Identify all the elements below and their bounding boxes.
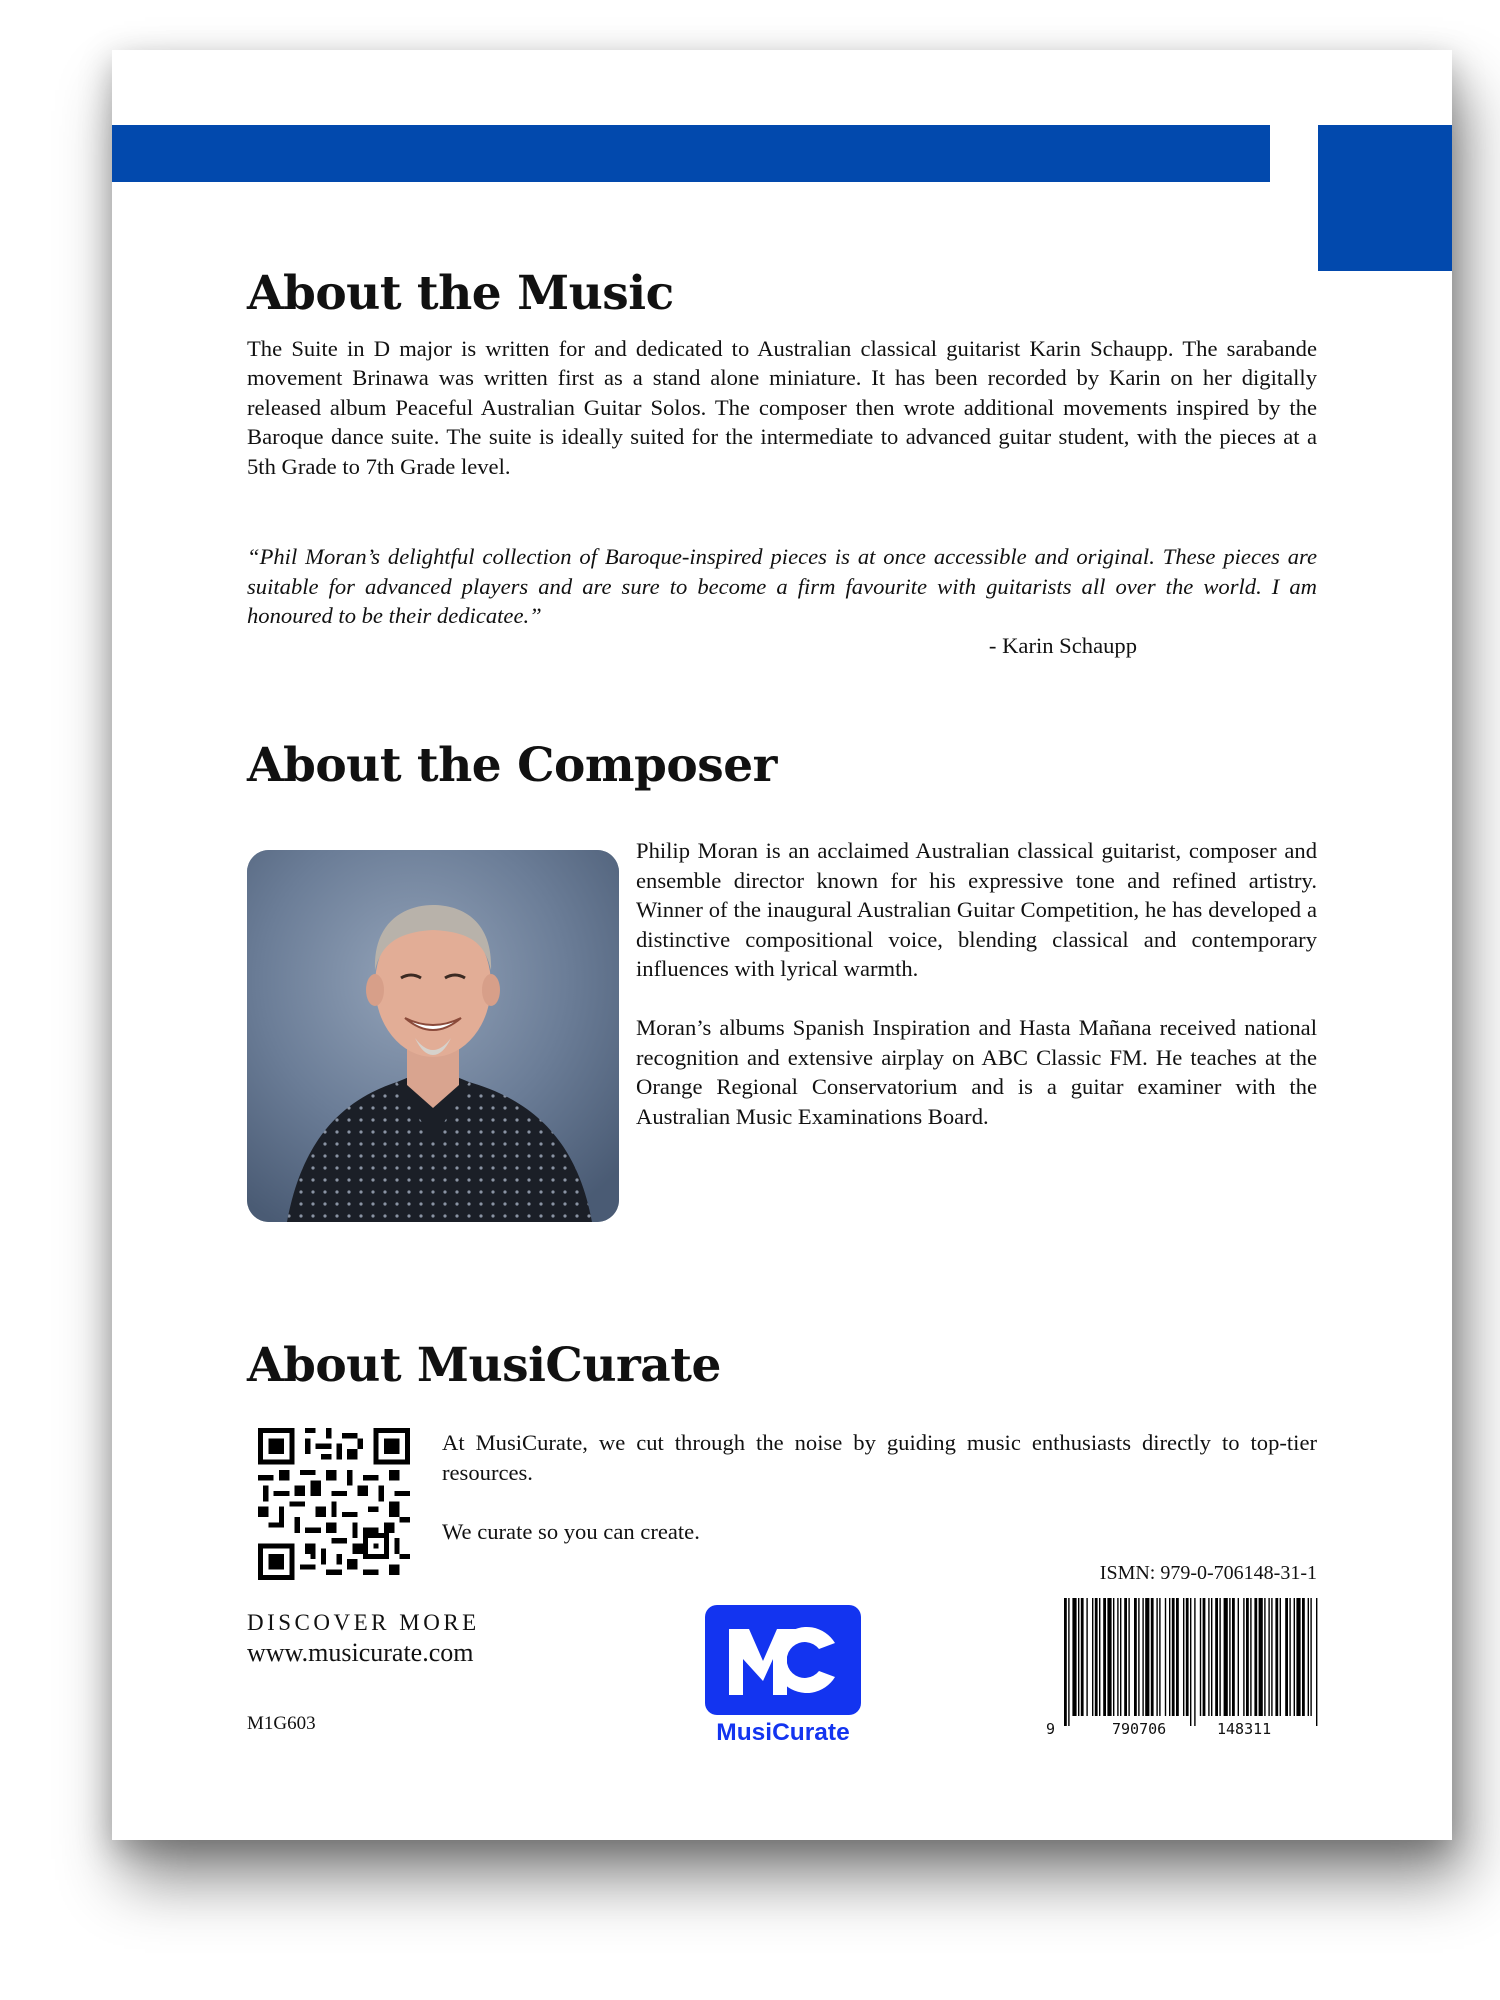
barcode-digits-left: 790706 (1112, 1720, 1167, 1738)
barcode-bar (1124, 1598, 1127, 1716)
barcode-bar (1232, 1598, 1235, 1716)
discover-more-block (247, 1610, 480, 1668)
barcode-bar (1078, 1598, 1079, 1716)
barcode-bar (1215, 1598, 1218, 1716)
barcode-bar (1183, 1598, 1184, 1716)
about-musicurate-title: About MusiCurate (247, 1338, 721, 1393)
barcode-bar (1165, 1598, 1166, 1716)
barcode-bar (1064, 1598, 1067, 1726)
musicurate-logo-text: MusiCurate (716, 1719, 850, 1746)
composer-bio-para-2: Moran’s albums Spanish Inspiration and Hasta Mañana received national recognition and extensive airplay on ABC Classic FM. He teaches at the Orange Regional Conservatorium and is a guitar examiner with the Australian Music Examinations Board. (636, 1015, 1317, 1129)
musicurate-logo-mark (705, 1605, 861, 1715)
discover-more-label: DISCOVER MORE (247, 1610, 480, 1635)
barcode-bar (1068, 1598, 1069, 1726)
barcode-bar (1280, 1598, 1281, 1716)
quote-attribution: - Karin Schaupp (988, 632, 1137, 658)
about-composer-section (247, 740, 1317, 792)
barcode-bar (1254, 1598, 1257, 1716)
barcode-bar (1246, 1598, 1249, 1716)
barcode-bar (1186, 1598, 1189, 1716)
barcode-bar (1211, 1598, 1212, 1716)
barcode-bar (1159, 1598, 1160, 1716)
product-code: M1G603 (247, 1713, 316, 1734)
musicurate-description (442, 1428, 1317, 1546)
barcode-bar (1103, 1598, 1106, 1716)
barcode-bar (1285, 1598, 1288, 1716)
barcode-bar (1296, 1598, 1300, 1716)
about-musicurate-section (247, 1340, 1317, 1392)
barcode-bar (1138, 1598, 1139, 1716)
barcode-bar (1128, 1598, 1129, 1716)
barcode-bar (1271, 1598, 1272, 1716)
barcode-bar (1259, 1598, 1263, 1716)
barcode-bar (1275, 1598, 1278, 1716)
barcode-bar (1310, 1598, 1311, 1716)
barcode-bar (1117, 1598, 1118, 1716)
barcode-bar (1120, 1598, 1121, 1716)
barcode-bar (1081, 1598, 1084, 1716)
about-composer-title: About the Composer (247, 738, 777, 793)
barcode-bar (1107, 1598, 1111, 1716)
top-blue-bar (112, 125, 1270, 182)
barcode-bar (1095, 1598, 1098, 1716)
barcode-bar (1134, 1598, 1137, 1716)
barcode-bar (1243, 1598, 1244, 1716)
ismn-number: ISMN: 979-0-706148-31-1 (1099, 1562, 1317, 1584)
barcode-bar (1113, 1598, 1114, 1716)
composer-bio-para-1: Philip Moran is an acclaimed Australian classical guitarist, composer and ensemble director known for his expressive tone and refined artistry. Winner of the inaugural Australian Guitar Competition, he has developed a distinctive compositional voice, blending classical and contemporary influences with lyrical warmth. (636, 838, 1317, 981)
about-music-title: About the Music (247, 266, 674, 321)
composer-bio (636, 836, 1317, 1131)
barcode-bar (1294, 1598, 1295, 1716)
barcode-bar (1250, 1598, 1251, 1716)
barcode-bar (1268, 1598, 1269, 1716)
barcode-bar (1200, 1598, 1201, 1716)
barcode-bar (1302, 1598, 1305, 1716)
barcode-bar (1176, 1598, 1179, 1716)
qr-code-icon[interactable] (258, 1428, 410, 1580)
about-music-section (247, 268, 1317, 481)
barcode-bar (1238, 1598, 1239, 1716)
musicurate-para-1: At MusiCurate, we cut through the noise by guiding music enthusiasts directly to top-tier resources. (442, 1430, 1317, 1485)
barcode-digits-right: 148311 (1217, 1720, 1272, 1738)
musicurate-tagline: We curate so you can create. (442, 1518, 700, 1544)
barcode-digit-prefix: 9 (1046, 1720, 1056, 1738)
barcode-bar (1145, 1598, 1149, 1716)
barcode-bar (1203, 1598, 1206, 1716)
barcode-bar (1099, 1598, 1100, 1716)
website-link[interactable]: www.musicurate.com (247, 1638, 474, 1667)
quote-text: “Phil Moran’s delightful collection of Baroque-inspired pieces is at once accessible and original. These pieces are suitable for advanced players and are sure to become a firm favourite with guitarists all over the world. I am honoured to be their dedicatee.” (247, 544, 1317, 628)
barcode-bar (1092, 1598, 1093, 1716)
barcode-bar (1264, 1598, 1265, 1716)
back-cover-page (112, 50, 1452, 1840)
barcode-bar (1142, 1598, 1143, 1716)
barcode-bar (1072, 1598, 1076, 1716)
barcode-bar (1308, 1598, 1309, 1716)
composer-photo (247, 850, 619, 1222)
barcode-bar (1151, 1598, 1154, 1716)
barcode-bar (1172, 1598, 1175, 1716)
barcode-bar (1086, 1598, 1087, 1716)
barcode-bar (1190, 1598, 1191, 1726)
barcode-bar (1224, 1598, 1228, 1716)
testimonial-quote (247, 542, 1317, 660)
barcode-bar (1219, 1598, 1220, 1716)
barcode-bar (1208, 1598, 1209, 1716)
barcode-bar (1156, 1598, 1157, 1716)
barcode-bar (1289, 1598, 1290, 1716)
musicurate-logo (705, 1605, 861, 1745)
top-blue-square (1318, 125, 1452, 271)
barcode (1042, 1598, 1322, 1738)
about-music-body: The Suite in D major is written for and dedicated to Australian classical guitarist Karin Schaupp. The sarabande movement Brinawa was written first as a stand alone miniature. It has been recorded by Karin on her digitally released album Peaceful Australian Guitar Solos. The composer then wrote additional movements inspired by the Baroque dance suite. The suite is ideally suited for the intermediate to advanced guitar student, with the pieces at a 5th Grade to 7th Grade level. (247, 335, 1317, 479)
barcode-bar (1169, 1598, 1170, 1716)
composer-portrait-illustration (247, 850, 619, 1222)
barcode-bar (1194, 1598, 1195, 1726)
barcode-bar (1229, 1598, 1230, 1716)
barcode-bar (1316, 1598, 1317, 1726)
